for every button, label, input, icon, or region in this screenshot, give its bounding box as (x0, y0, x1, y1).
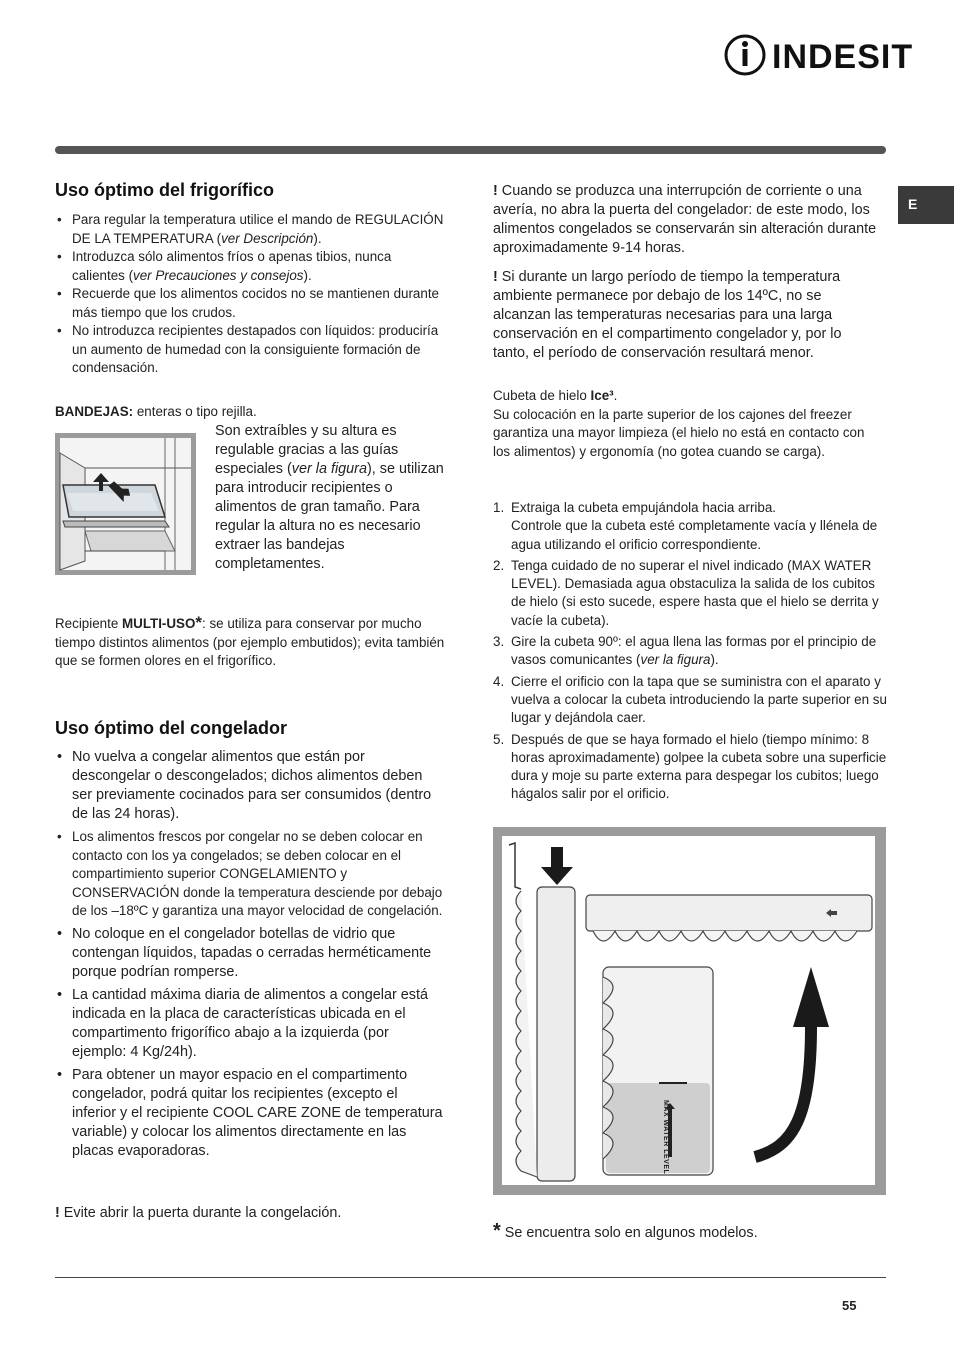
header-rule (55, 146, 886, 154)
fridge-bullet: • Introduzca sólo alimentos fríos o apenas tibios, nunca calientes (ver Precauciones y consejos). (55, 248, 445, 285)
ice-step: 4. Cierre el orificio con la tapa que se suministra con el aparato y vuelva a colocar la cubeta introduciendo la parte superior en su lugar y dejándola caer. (493, 673, 887, 726)
ice-tray-steps (493, 499, 887, 807)
fridge-bullets (55, 211, 445, 378)
ice-step: 5. Después de que se haya formado el hielo (tiempo mínimo: 8 horas aproximadamente) golpee la cubeta sobre una superficie dura y moje su parte externa para despegar los cubitos; luego hágalos salir por el orificio. (493, 731, 887, 802)
ice-tray-name: Ice³ (590, 388, 614, 403)
trays-kind: enteras o tipo rejilla. (133, 404, 257, 419)
trays-label: BANDEJAS: (55, 404, 134, 419)
freezer-bullet: • No vuelva a congelar alimentos que están por descongelar o descongelados; dichos alimentos deben ser previamente cocinados para ser consumidos (dentro de las 24 horas). (55, 748, 445, 824)
footer-rule (55, 1277, 886, 1278)
freezer-bullets (55, 748, 445, 1165)
freezer-bullet: • No coloque en el congelador botellas de vidrio que contengan líquidos, tapadas o cerradas herméticamente porque podrían romperse. (55, 925, 445, 982)
low-temperature-warning: ! Si durante un largo período de tiempo la temperatura ambiente permanece por debajo de los 14ºC, no se alcanzan las temperaturas necesarias para una larga conservación en el compartimento congelador y, por lo tanto, el período de conservación resultará menor. (493, 269, 842, 361)
freezer-section-title: Uso óptimo del congelador (55, 718, 288, 738)
ice-step: 2. Tenga cuidado de no superar el nivel indicado (MAX WATER LEVEL). Demasiada agua obstaculiza la salida de los cubitos de hielo (si esto sucede, espere hasta que el hielo se derrita y vacíe la cubeta). (493, 557, 879, 628)
fridge-bullet: • Recuerde que los alimentos cocidos no se mantienen durante más tiempo que los crudos. (55, 285, 445, 322)
multi-use-label: MULTI-USO (122, 616, 196, 631)
trays-heading (55, 403, 445, 422)
ice-tray-figure (493, 827, 886, 1195)
trays-description: Son extraíbles y su altura es regulable gracias a las guías especiales (ver la figura), se utilizan para introducir recipientes o alimentos de gran tamaño. Para regular la altura no es necesario extraer las bandejas completamentes. (215, 423, 444, 572)
tray-figure (55, 433, 196, 575)
language-tab: E (898, 186, 954, 224)
ice-step: 3. Gire la cubeta 90º: el agua llena las formas por el principio de vasos comunicantes (ver la figura). (493, 634, 877, 668)
freezer-warning: ! Evite abrir la puerta durante la congelación. (55, 1205, 342, 1221)
fridge-section-title: Uso óptimo del frigorífico (55, 180, 274, 200)
freezer-bullet: • Para obtener un mayor espacio en el compartimento congelador, podrá quitar los recipientes (excepto el inferior y el recipiente COOL CARE ZONE de temperatura variable) y colocar los alimentos directamente en las placas evaporadoras. (55, 1066, 445, 1161)
multi-use-paragraph: Recipiente MULTI-USO*: se utiliza para conservar por mucho tiempo distintos alimentos (por ejemplo embutidos); evita también que se formen olores en el frigorífico. (55, 613, 445, 668)
freezer-bullet: • La cantidad máxima diaria de alimentos a congelar está indicada en la placa de características ubicada en el compartimento frigorífico abajo a la izquierda (por ejemplo: 4 Kg/24h). (55, 986, 445, 1062)
max-water-level-label: MAX WATER LEVEL (662, 1100, 669, 1175)
ice-tray-description: Su colocación en la parte superior de los cajones del freezer garantiza una mayor limpieza (el hielo no está en contacto con los alimentos) y ergonomía (no gotea cuando se carga). (493, 406, 865, 459)
fridge-bullet: • No introduzca recipientes destapados con líquidos: produciría un aumento de humedad con la consiguiente formación de condensación. (55, 322, 445, 378)
power-failure-warning: ! Cuando se produzca una interrupción de corriente o una avería, no abra la puerta del congelador: de este modo, los alimentos congelados se conservarán sin alteración durante aproximadamente 9-14 horas. (493, 183, 877, 256)
footnote: * Se encuentra solo en algunos modelos. (493, 1220, 758, 1242)
page-number: 55 (842, 1298, 857, 1313)
brand-wordmark: INDESIT (772, 38, 914, 76)
ice-tray-intro: Cubeta de hielo Ice³. Su colocación en la parte superior de los cajones del freezer garantiza una mayor limpieza (el hielo no está en contacto con los alimentos) y ergonomía (no gotea cuando se carga). (493, 388, 865, 459)
fridge-bullet: • Para regular la temperatura utilice el mando de REGULACIÓN DE LA TEMPERATURA (ver Descripción). (55, 211, 445, 248)
ice-step: 1. Extraiga la cubeta empujándola hacia arriba. Controle que la cubeta esté completamente vacía y llénela de agua utilizando el orificio correspondiente. (493, 500, 878, 552)
freezer-bullet: • Los alimentos frescos por congelar no se deben colocar en contacto con los ya congelados; se deben colocar en el compartimiento superior CONGELAMIENTO y CONSERVACIÓN donde la temperatura desciende por debajo de los –18ºC y garantiza una mayor velocidad de congelación. (55, 828, 445, 921)
